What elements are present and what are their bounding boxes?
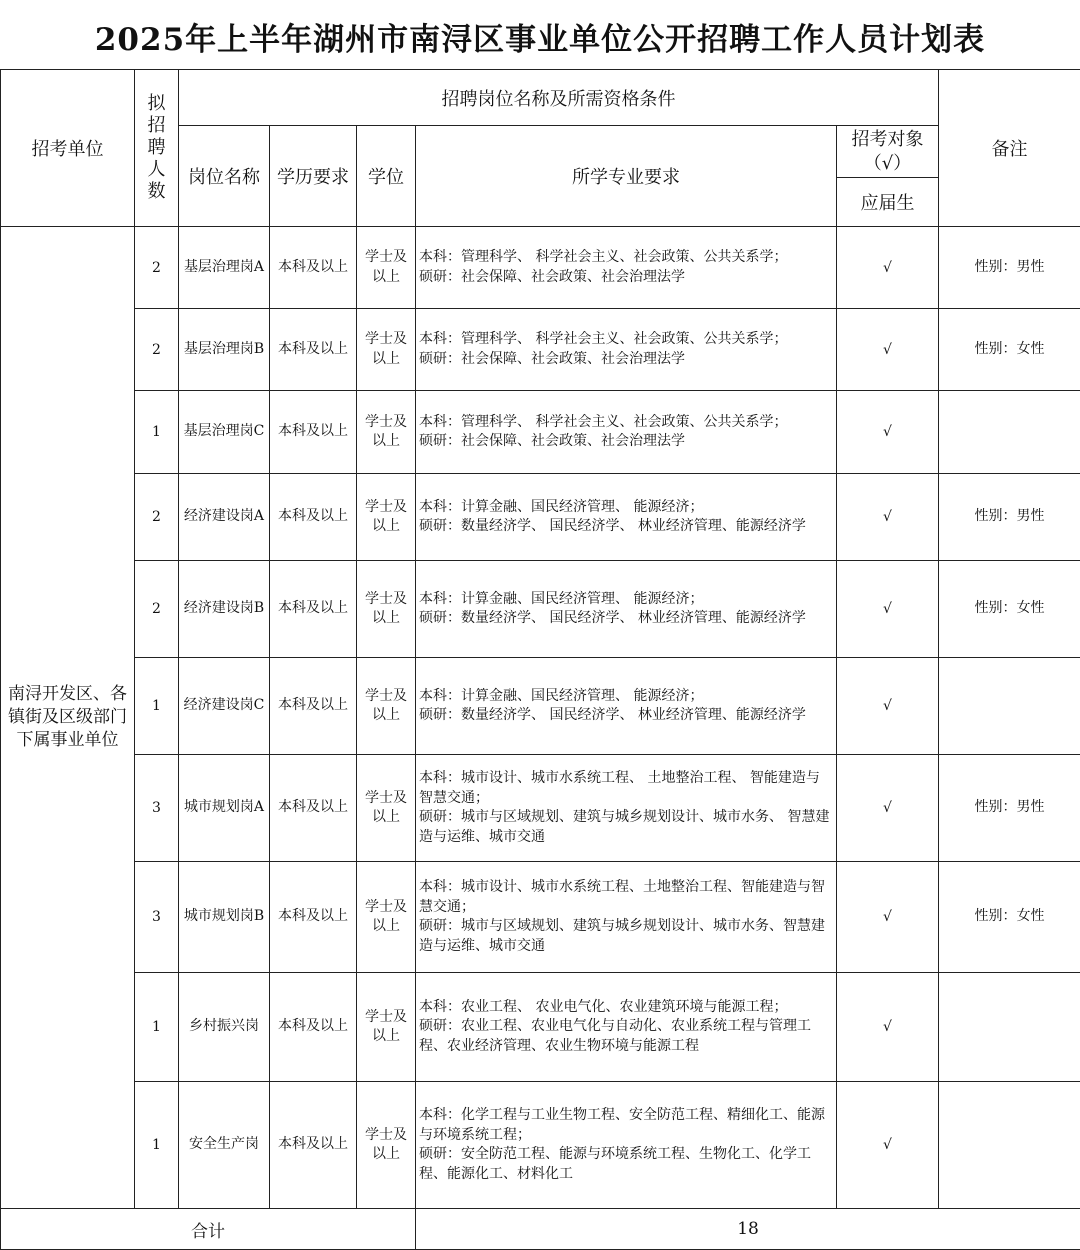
header-major: 所学专业要求 [416,126,837,227]
major-line: 本科：城市设计、城市水系统工程、 土地整治工程、 智能建造与智慧交通； [419,769,833,808]
count-cell: 1 [135,658,179,755]
education-cell: 本科及以上 [270,973,357,1082]
header-unit: 招考单位 [1,70,135,227]
count-cell: 2 [135,309,179,391]
major-line: 硕研：数量经济学、 国民经济学、 林业经济管理、能源经济学 [419,609,833,629]
major-line: 本科：农业工程、 农业电气化、农业建筑环境与能源工程； [419,998,833,1018]
total-label: 合计 [1,1209,416,1250]
education-cell: 本科及以上 [270,862,357,973]
major-cell [416,227,837,309]
major-line: 硕研：农业工程、农业电气化与自动化、农业系统工程与管理工程、农业经济管理、农业生物环境与能源工程 [419,1017,833,1056]
header-target-fresh: 应届生 [837,178,939,227]
remark-cell: 性别：男性 [939,755,1080,862]
position-cell: 经济建设岗C [179,658,270,755]
major-cell [416,309,837,391]
remark-cell [939,391,1080,474]
fresh-check-cell: √ [837,474,939,561]
major-line: 本科：管理科学、 科学社会主义、社会政策、公共关系学； [419,330,833,350]
degree-cell: 学士及以上 [357,658,416,755]
degree-cell: 学士及以上 [357,391,416,474]
count-cell: 3 [135,755,179,862]
degree-cell: 学士及以上 [357,862,416,973]
header-group: 招聘岗位名称及所需资格条件 [179,70,939,126]
major-line: 硕研：城市与区域规划、建筑与城乡规划设计、城市水务、 智慧建造与运维、城市交通 [419,808,833,847]
position-cell: 安全生产岗 [179,1082,270,1209]
major-line: 本科：化学工程与工业生物工程、安全防范工程、精细化工、能源与环境系统工程； [419,1106,833,1145]
major-line: 本科：管理科学、 科学社会主义、社会政策、公共关系学； [419,413,833,433]
count-cell: 1 [135,391,179,474]
header-count-label: 拟招聘人数 [146,93,168,203]
major-cell [416,391,837,474]
major-cell [416,1082,837,1209]
table-row [1,1082,1080,1209]
education-cell: 本科及以上 [270,474,357,561]
header-position: 岗位名称 [179,126,270,227]
major-line: 本科：计算金融、国民经济管理、 能源经济； [419,498,833,518]
degree-cell: 学士及以上 [357,227,416,309]
major-line: 本科：管理科学、 科学社会主义、社会政策、公共关系学； [419,248,833,268]
position-cell: 经济建设岗B [179,561,270,658]
major-line: 硕研：社会保障、社会政策、社会治理法学 [419,432,833,452]
fresh-check-cell: √ [837,309,939,391]
major-cell [416,755,837,862]
count-cell: 2 [135,474,179,561]
position-cell: 基层治理岗B [179,309,270,391]
education-cell: 本科及以上 [270,658,357,755]
unit-name: 南浔开发区、各镇街及区级部门下属事业单位 [1,227,135,1209]
table-row [1,973,1080,1082]
recruitment-table [0,69,1080,1250]
major-cell [416,862,837,973]
degree-cell: 学士及以上 [357,474,416,561]
header-remarks: 备注 [939,70,1080,227]
major-cell [416,474,837,561]
table-row [1,561,1080,658]
fresh-check-cell: √ [837,973,939,1082]
major-line: 本科：城市设计、城市水系统工程、土地整治工程、智能建造与智慧交通； [419,878,833,917]
count-cell: 3 [135,862,179,973]
position-cell: 城市规划岗B [179,862,270,973]
remark-cell: 性别：男性 [939,227,1080,309]
fresh-check-cell: √ [837,391,939,474]
degree-cell: 学士及以上 [357,561,416,658]
header-education: 学历要求 [270,126,357,227]
education-cell: 本科及以上 [270,561,357,658]
table-row [1,755,1080,862]
position-cell: 乡村振兴岗 [179,973,270,1082]
remark-cell [939,973,1080,1082]
total-row [1,1209,1080,1250]
degree-cell: 学士及以上 [357,309,416,391]
education-cell: 本科及以上 [270,309,357,391]
position-cell: 经济建设岗A [179,474,270,561]
remark-cell [939,658,1080,755]
major-cell [416,973,837,1082]
header-count [135,70,179,227]
fresh-check-cell: √ [837,862,939,973]
fresh-check-cell: √ [837,658,939,755]
table-row [1,474,1080,561]
education-cell: 本科及以上 [270,227,357,309]
position-cell: 基层治理岗A [179,227,270,309]
education-cell: 本科及以上 [270,1082,357,1209]
table-row [1,309,1080,391]
education-cell: 本科及以上 [270,755,357,862]
table-row [1,391,1080,474]
remark-cell: 性别：女性 [939,561,1080,658]
count-cell: 2 [135,561,179,658]
total-value: 18 [416,1209,1080,1250]
major-line: 硕研：数量经济学、 国民经济学、 林业经济管理、能源经济学 [419,706,833,726]
major-line: 硕研：数量经济学、 国民经济学、 林业经济管理、能源经济学 [419,517,833,537]
major-line: 硕研：社会保障、社会政策、社会治理法学 [419,350,833,370]
education-cell: 本科及以上 [270,391,357,474]
fresh-check-cell: √ [837,561,939,658]
count-cell: 1 [135,1082,179,1209]
major-line: 硕研：城市与区域规划、建筑与城乡规划设计、城市水务、智慧建造与运维、城市交通 [419,917,833,956]
degree-cell: 学士及以上 [357,755,416,862]
major-line: 硕研：社会保障、社会政策、社会治理法学 [419,268,833,288]
remark-cell: 性别：男性 [939,474,1080,561]
remark-cell [939,1082,1080,1209]
fresh-check-cell: √ [837,1082,939,1209]
fresh-check-cell: √ [837,227,939,309]
degree-cell: 学士及以上 [357,1082,416,1209]
header-degree: 学位 [357,126,416,227]
position-cell: 基层治理岗C [179,391,270,474]
table-row [1,658,1080,755]
count-cell: 1 [135,973,179,1082]
table-row [1,227,1080,309]
degree-cell: 学士及以上 [357,973,416,1082]
major-line: 本科：计算金融、国民经济管理、 能源经济； [419,590,833,610]
remark-cell: 性别：女性 [939,862,1080,973]
header-target: 招考对象（√） [837,126,939,178]
fresh-check-cell: √ [837,755,939,862]
position-cell: 城市规划岗A [179,755,270,862]
remark-cell: 性别：女性 [939,309,1080,391]
major-cell [416,561,837,658]
major-cell [416,658,837,755]
major-line: 本科：计算金融、国民经济管理、 能源经济； [419,687,833,707]
page-title: 2025年上半年湖州市南浔区事业单位公开招聘工作人员计划表 [0,0,1080,72]
table-row [1,862,1080,973]
count-cell: 2 [135,227,179,309]
major-line: 硕研：安全防范工程、能源与环境系统工程、生物化工、化学工程、能源化工、材料化工 [419,1145,833,1184]
